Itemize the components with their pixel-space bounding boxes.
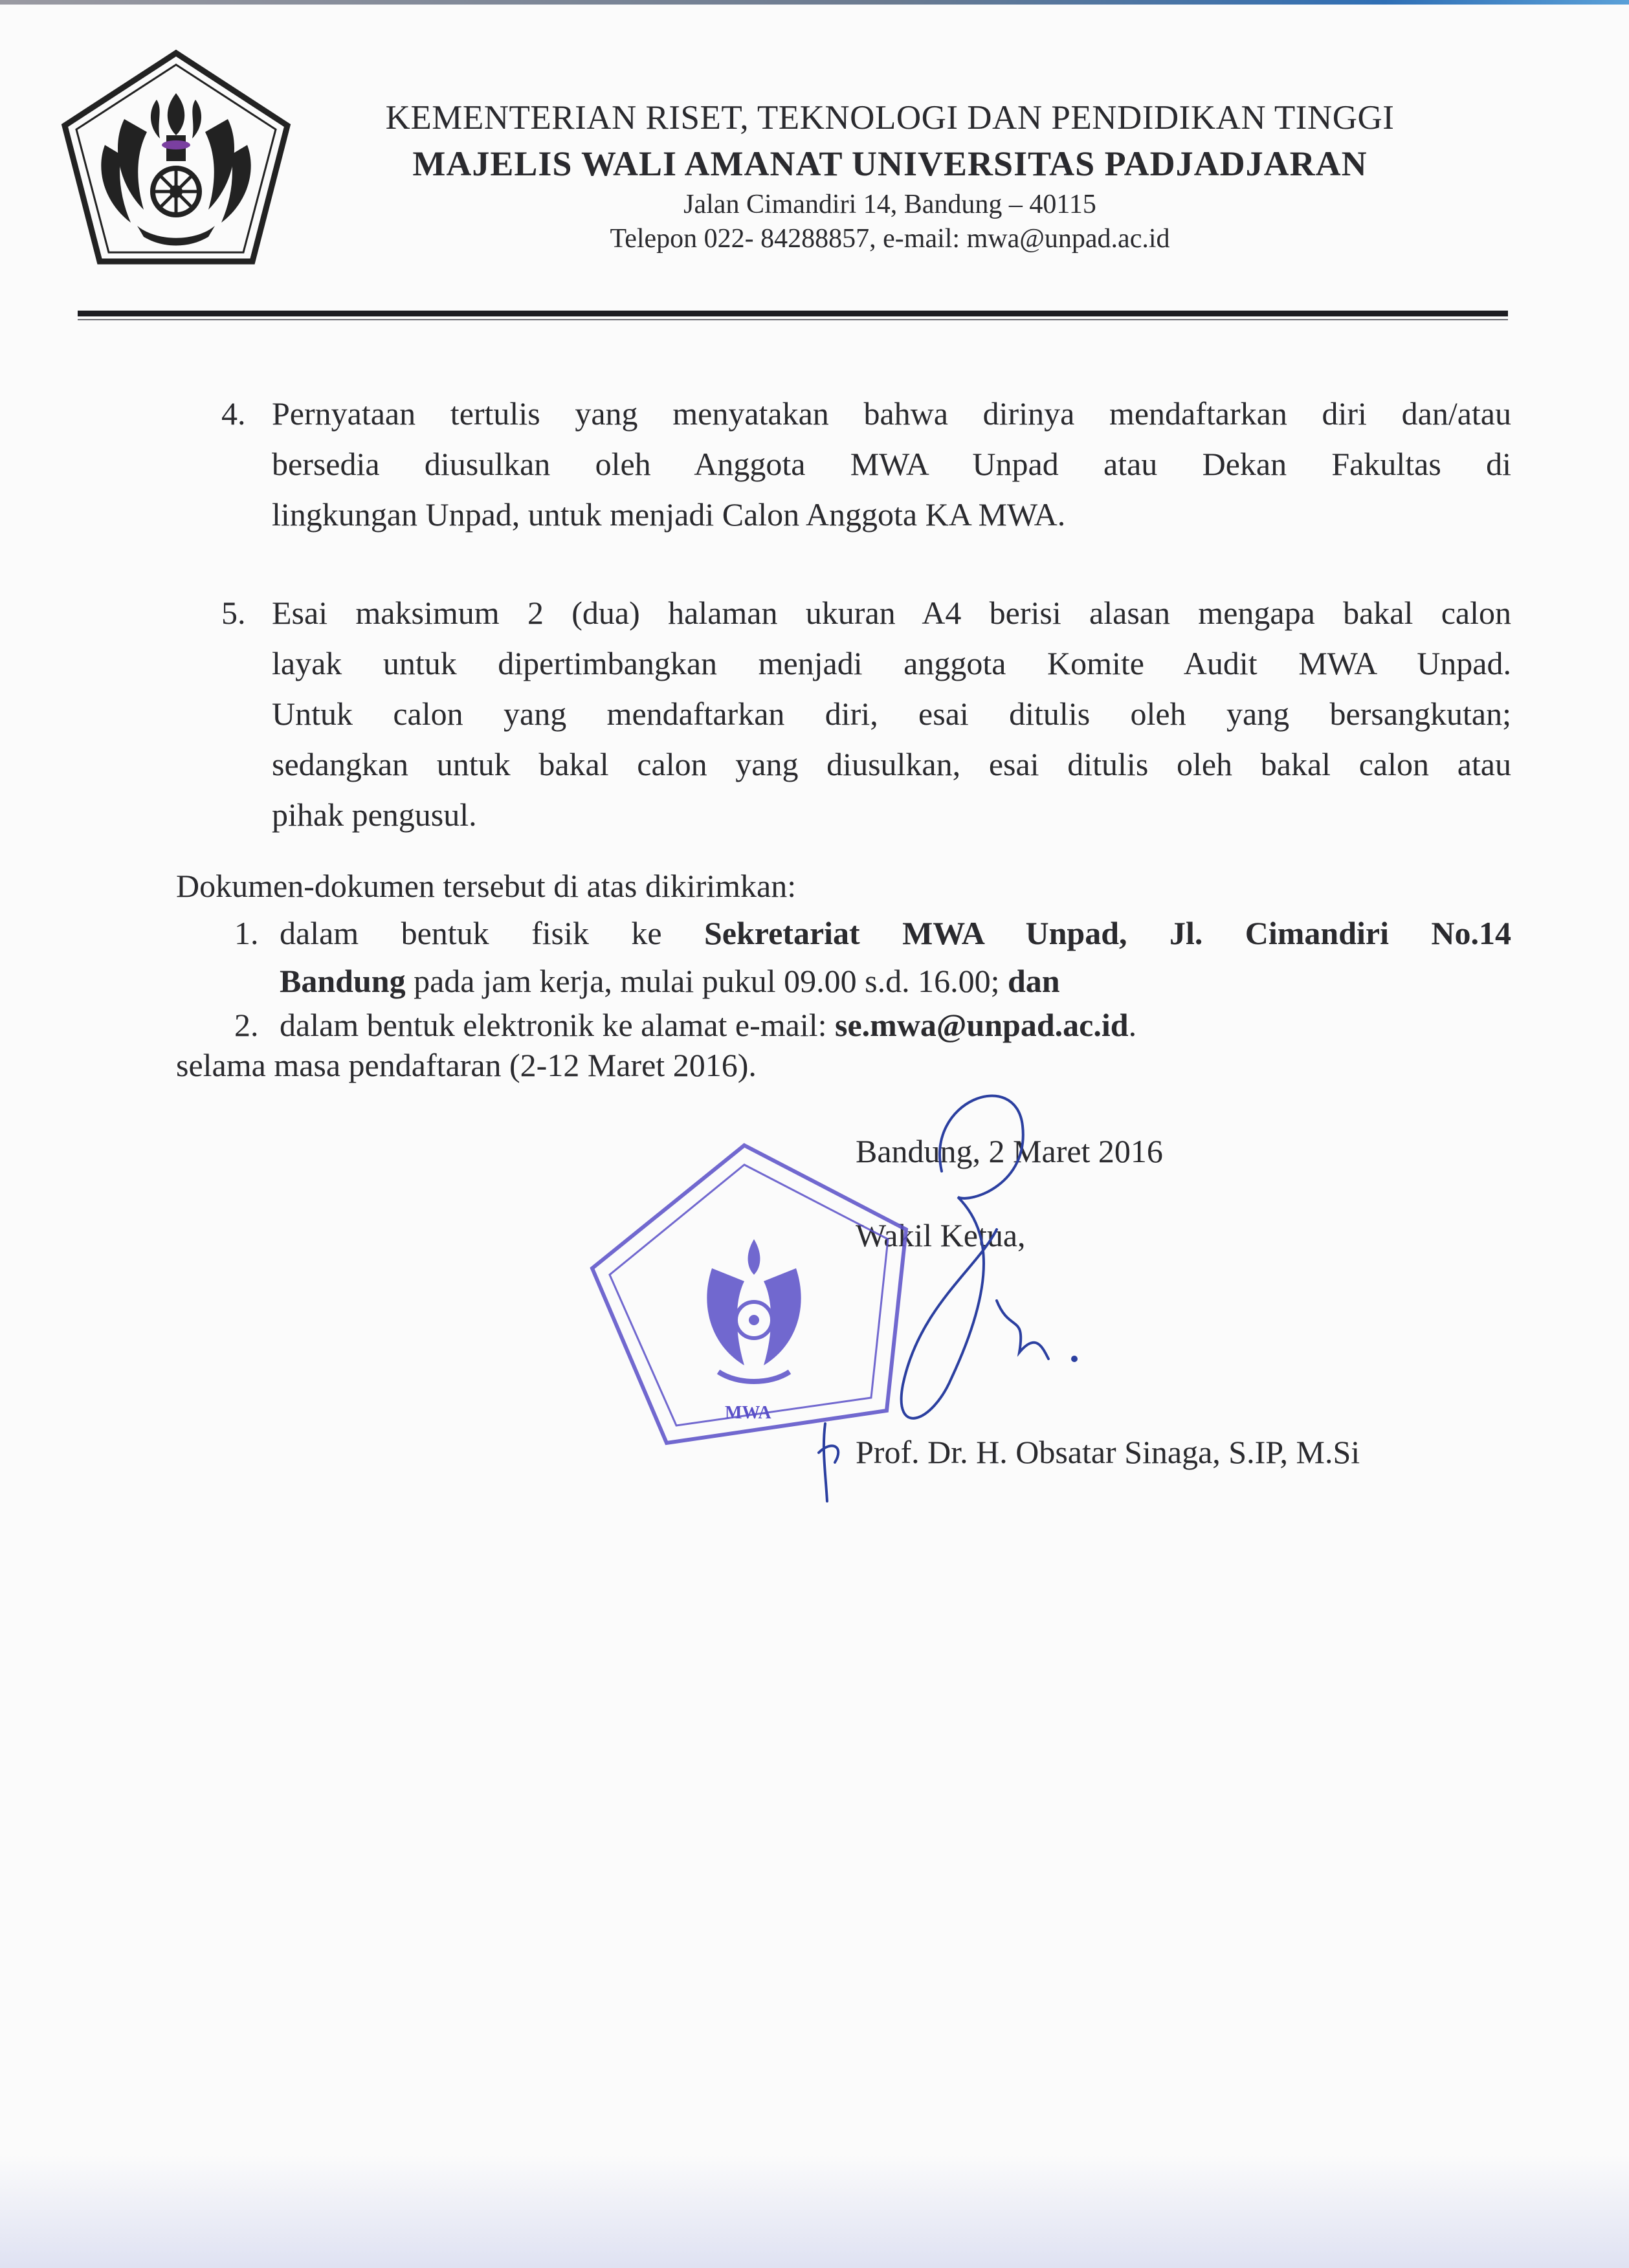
delivery-item-2-number: 2.	[234, 1007, 259, 1043]
institution-name: MAJELIS WALI AMANAT UNIVERSITAS PADJADJARAN	[412, 144, 1368, 183]
item-4-line-3: lingkungan Unpad, untuk menjadi Calon Anggota KA MWA.	[272, 496, 1066, 533]
item-5-line-1: Esai maksimum 2 (dua) halaman ukuran A4 berisi alasan mengapa bakal calon	[272, 595, 1511, 631]
item-5-line-3: Untuk calon yang mendaftarkan diri, esai ditulis oleh yang bersangkutan;	[272, 696, 1511, 732]
item-4-line-1: Pernyataan tertulis yang menyatakan bahwa dirinya mendaftarkan diri dan/atau	[272, 395, 1511, 432]
scan-shading	[0, 2155, 1629, 2268]
address: Jalan Cimandiri 14, Bandung – 40115	[683, 190, 1096, 219]
stamp-bottom-text: MWA	[725, 1403, 771, 1423]
item-5-number: 5.	[221, 595, 246, 631]
header-rule-thin	[78, 319, 1508, 320]
item-4-line-2: bersedia diusulkan oleh Anggota MWA Unpad atau Dekan Fakultas di	[272, 446, 1511, 482]
official-stamp	[592, 1145, 906, 1443]
delivery-item-1-line-1: dalam bentuk fisik ke Sekretariat MWA Unpad, Jl. Cimandiri No.14	[280, 915, 1512, 951]
delivery-item-2-line: dalam bentuk elektronik ke alamat e-mail: se.mwa@unpad.ac.id.	[280, 1007, 1137, 1043]
item-5-line-2: layak untuk dipertimbangkan menjadi anggota Komite Audit MWA Unpad.	[272, 645, 1511, 681]
delivery-outro: selama masa pendaftaran (2-12 Maret 2016).	[176, 1047, 757, 1083]
top-edge-line	[0, 0, 1629, 5]
place-date: Bandung, 2 Maret 2016	[856, 1133, 1163, 1169]
contact: Telepon 022- 84288857, e-mail: mwa@unpad.ac.id	[610, 224, 1170, 254]
unpad-logo-icon	[60, 48, 293, 278]
delivery-item-1-number: 1.	[234, 915, 259, 951]
item-5-line-5: pihak pengusul.	[272, 797, 477, 833]
signer-role: Wakil Ketua,	[856, 1217, 1026, 1253]
ministry-name: KEMENTERIAN RISET, TEKNOLOGI DAN PENDIDIKAN TINGGI	[385, 99, 1395, 137]
signer-name: Prof. Dr. H. Obsatar Sinaga, S.IP, M.Si	[856, 1434, 1360, 1470]
item-4-number: 4.	[221, 395, 246, 432]
delivery-item-1-line-2: Bandung pada jam kerja, mulai pukul 09.00 s.d. 16.00; dan	[280, 963, 1060, 999]
header-rule-thick	[78, 311, 1508, 316]
delivery-intro: Dokumen-dokumen tersebut di atas dikirimkan:	[176, 868, 797, 904]
item-5-line-4: sedangkan untuk bakal calon yang diusulkan, esai ditulis oleh bakal calon atau	[272, 746, 1511, 782]
